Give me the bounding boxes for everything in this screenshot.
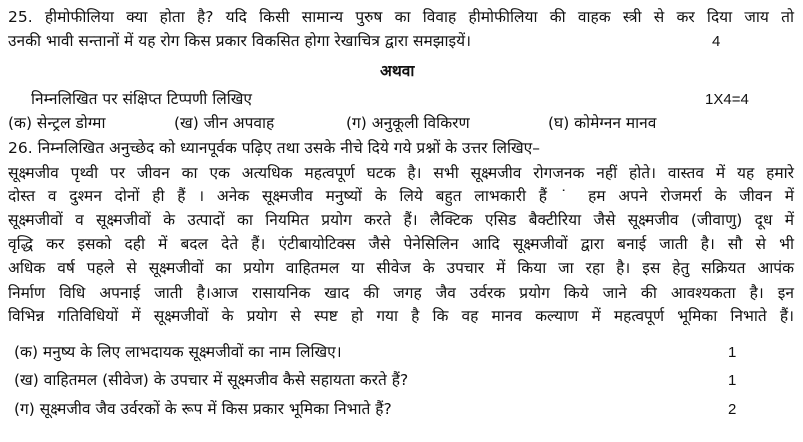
q26-passage-line: अधिक वर्ष पहले से सूक्ष्मजीवों का प्रयोग वाहितमल या सीवेज के उपचार में किया जा रहा है। इस हेतु सक्रियत आपंक [8,259,794,277]
q26-subquestion-marks: 2 [728,401,737,418]
short-notes-instruction: निम्नलिखित पर संक्षिप्त टिप्पणी लिखिए [31,90,252,108]
q26-passage-line: विभिन्न गतिविधियों में सूक्ष्मजीवों के प्रयोग से स्पष्ट हो गया है कि वह मानव कल्याण में महत्वपूर्ण भूमिका निभाते हैं। [8,307,794,325]
q26-passage-line: निर्माण विधि अपनाई जाती है।आज रासायनिक खाद की जगह जैव उर्वरक प्रयोग किये जाने की आवश्यकता है। इन [8,284,794,302]
q26-subquestion: (क) मनुष्य के लिए लाभदायक सूक्ष्मजीवों का नाम लिखिए। [14,343,342,361]
q25-line-2: उनकी भावी सन्तानों में यह रोग किस प्रकार विकसित होगा रेखाचित्र द्वारा समझाइयें। [8,32,471,50]
q26-passage-line: सूक्ष्मजीव पृथ्वी पर जीवन का एक अत्यधिक महत्वपूर्ण घटक है। सभी सूक्ष्मजीव रोगजनक नहीं होते। वास्तव में यह हमारे [8,164,794,182]
q26-subquestion-marks: 1 [728,344,737,361]
short-note-item: (ग) अनुकूली विकिरण [346,114,470,132]
short-note-item: (ख) जीन अपवाह [174,114,275,132]
q26-subquestion: (ख) वाहितमल (सीवेज) के उपचार में सूक्ष्मजीव कैसे सहायता करते हैं? [14,371,409,389]
q26-subquestion-marks: 1 [728,372,737,389]
or-heading: अथवा [380,62,415,80]
q26-passage-line: सूक्ष्मजीवों व सूक्ष्मजीवों के उत्पादों का नियमित प्रयोग करते हैं। लैक्टिक एसिड बैक्टीरिया जैसे सूक्ष्मजीव (जीवाणु) दूध में [8,211,794,229]
q25-marks: 4 [712,33,721,50]
short-note-item: (घ) कोमेग्नन मानव [548,114,657,132]
q26-intro: 26. निम्नलिखित अनुच्छेद को ध्यानपूर्वक पढ़िए तथा उसके नीचे दिये गये प्रश्नों के उत्तर लिखिए– [8,139,540,157]
short-notes-marks: 1X4=4 [705,91,749,108]
q26-passage-line: दोस्त व दुश्मन दोनों ही हैं । अनेक सूक्ष्मजीव मनुष्यों के लिये बहुत लाभकारी हैं ˙ हम अपने रोजमर्रा के जीवन में [8,187,794,205]
q26-passage-line: वृद्धि कर इसको दही में बदल देते हैं। एंटीबायोटिक्स जैसे पेनेसिलिन आदि सूक्ष्मजीवों द्वारा बनाई जाती है। सौ से भी [8,235,794,253]
q26-subquestion: (ग) सूक्ष्मजीव जैव उर्वरकों के रूप में किस प्रकार भूमिका निभाते हैं? [14,400,392,418]
short-note-item: (क) सेन्ट्रल डोग्मा [8,114,106,132]
q25-line-1: 25. हीमोफीलिया क्या होता है? यदि किसी सामान्य पुरुष का विवाह हीमोफीलिया की वाहक स्त्री से कर दिया जाय तो [8,8,794,26]
